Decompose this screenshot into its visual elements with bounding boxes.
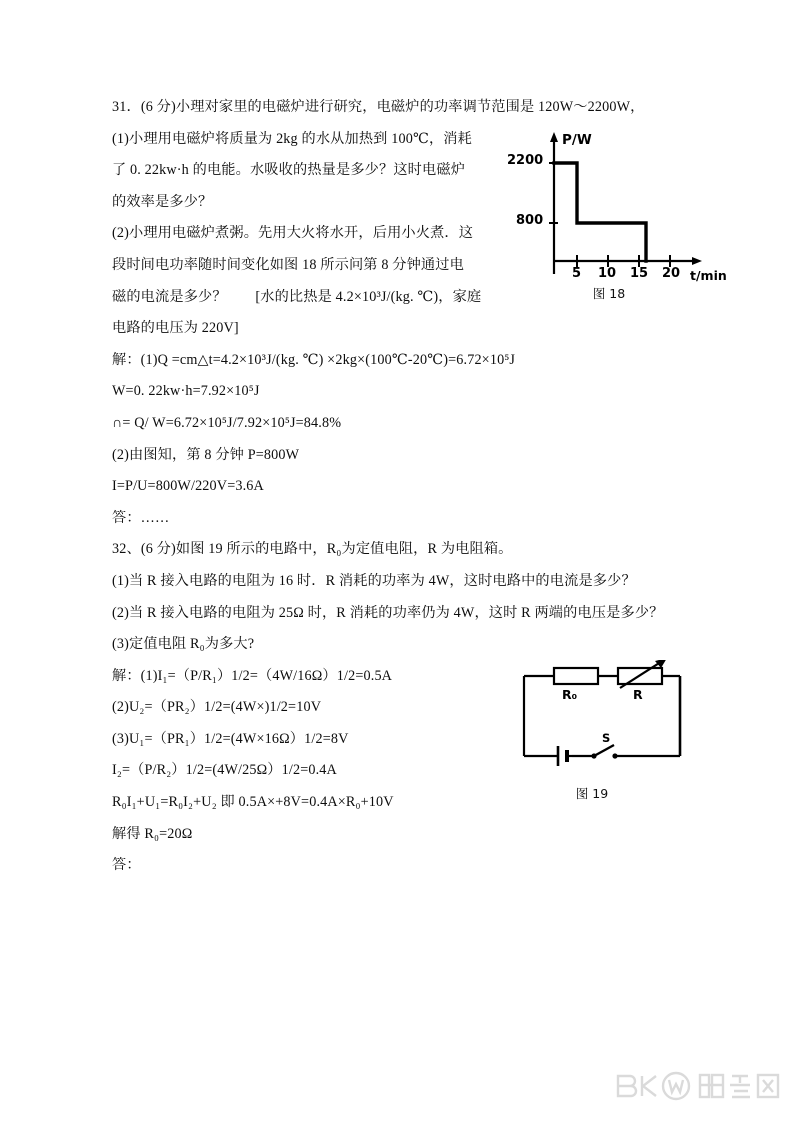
- x-tick-label-5: 5: [572, 266, 582, 281]
- switch-label: S: [602, 731, 611, 745]
- problem31-solution-line2: W=0. 22kw·h=7.92×10⁵J: [112, 383, 260, 400]
- problem31-solution-line5: I=P/U=800W/220V=3.6A: [112, 478, 264, 495]
- problem32-solution-line4: I₂=（P/R₂）1/2=(4W/25Ω）1/2=0.4A: [112, 762, 337, 779]
- problem31-part1-line3: 的效率是多少？: [112, 193, 213, 210]
- problem32-part1: (1)当 R 接入电路的电阻为 16 时．R 消耗的功率为 4W，这时电路中的电流是多少？: [112, 572, 636, 589]
- problem32-solution-line1: 解：(1)I₁=（P/R₁）1/2=（4W/16Ω）1/2=0.5A: [112, 667, 393, 684]
- problem31-part2-line3: 磁的电流是多少？ [水的比热是 4.2×10³J/(kg. ℃)，家庭: [112, 288, 482, 305]
- problem31-part2-line1: (2)小理用电磁炉煮粥。先用大火将水开，后用小火煮．这: [112, 225, 474, 242]
- y-axis-label: P/W: [562, 132, 592, 148]
- figure-18-caption: 图 18: [592, 286, 626, 301]
- problem32-solution-line6: 解得 R₀=20Ω: [112, 825, 193, 842]
- problem32-solution-line2: (2)U₂=（PR₂）1/2=(4W×)1/2=10V: [112, 699, 322, 716]
- figure-19-circuit-diagram: [512, 660, 732, 805]
- problem31-part1-line2: 了 0. 22kw·h 的电能。水吸收的热量是多少？这时电磁炉: [112, 162, 466, 179]
- x-tick-label-10: 10: [598, 266, 617, 281]
- fixed-resistor-label: R₀: [562, 687, 578, 702]
- y-tick-label-2200: 2200: [507, 153, 544, 168]
- problem31-part2-line2: 段时间电功率随时间变化如图 18 所示问第 8 分钟通过电: [112, 256, 464, 273]
- watermark-logo: [612, 1068, 782, 1106]
- problem32-stem: 32、(6 分)如图 19 所示的电路中，R₀为定值电阻，R 为电阻箱。: [112, 541, 513, 558]
- figure-19-caption: 图 19: [575, 786, 609, 801]
- variable-resistor-label: R: [633, 687, 643, 702]
- problem32-answer: 答：: [112, 857, 141, 874]
- problem31-solution-line1: 解：(1)Q =cm△t=4.2×10³J/(kg. ℃) ×2kg×(100℃-20℃)=6.72×10⁵J: [112, 351, 516, 368]
- y-tick-label-800: 800: [516, 213, 544, 228]
- problem31-part2-line4: 电路的电压为 220V]: [112, 320, 239, 337]
- problem31-solution-line3: ∩= Q/ W=6.72×10⁵J/7.92×10⁵J=84.8%: [112, 414, 342, 431]
- problem31-stem: 31．(6 分)小理对家里的电磁炉进行研究，电磁炉的功率调节范围是 120W～2200W，: [112, 99, 645, 115]
- watermark-svg: [612, 1068, 782, 1106]
- figure-18-power-time-graph: [506, 126, 727, 301]
- problem31-solution-line4: (2)由图知，第 8 分钟 P=800W: [112, 446, 300, 463]
- x-tick-label-15: 15: [630, 266, 649, 281]
- problem31-part1-line1: (1)小理用电磁炉将质量为 2kg 的水从加热到 100℃，消耗: [112, 130, 472, 147]
- problem32-part2: (2)当 R 接入电路的电阻为 25Ω 时，R 消耗的功率仍为 4W，这时 R 两端的电压是多少？: [112, 604, 664, 621]
- problem32-solution-line5: R₀I₁+U₁=R₀I₂+U₂ 即 0.5A×+8V=0.4A×R₀+10V: [112, 794, 394, 811]
- problem32-part3: (3)定值电阻 R₀为多大?: [112, 636, 255, 653]
- x-tick-label-20: 20: [662, 266, 681, 281]
- x-axis-label: t/min: [690, 268, 727, 283]
- problem31-answer: 答：……: [112, 509, 170, 526]
- problem32-solution-line3: (3)U₁=（PR₁）1/2=(4W×16Ω）1/2=8V: [112, 730, 349, 747]
